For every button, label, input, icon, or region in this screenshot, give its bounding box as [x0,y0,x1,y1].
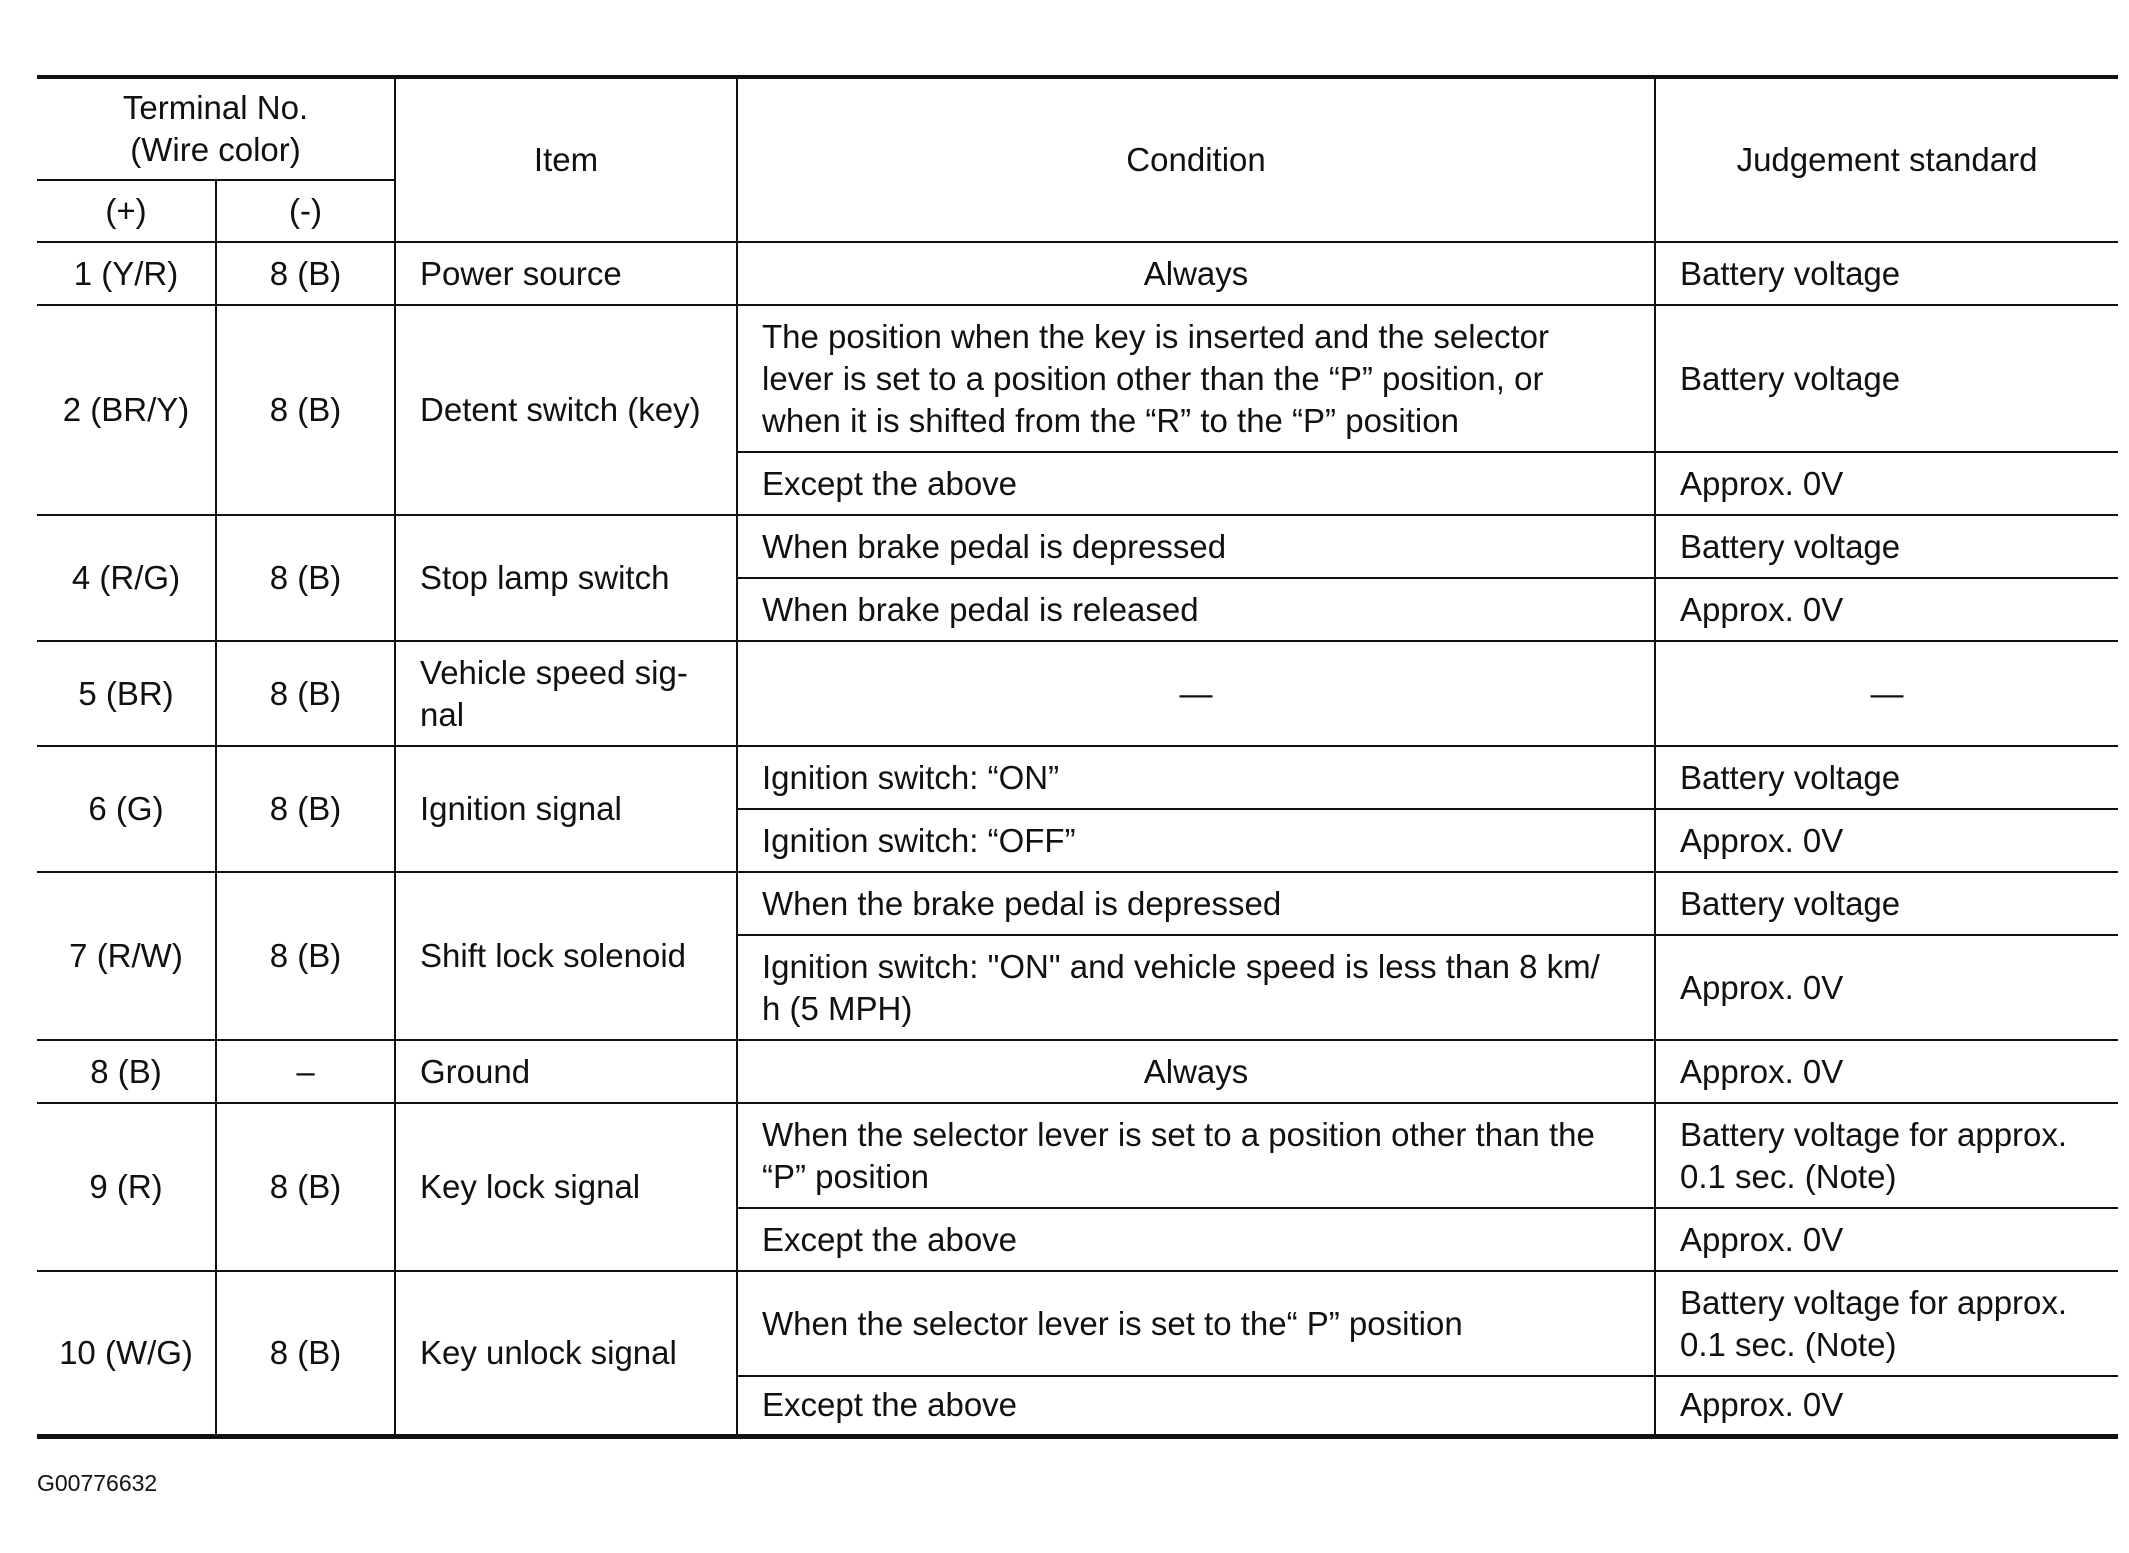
judgement-cell: Battery voltage [1655,305,2118,452]
header-plus: (+) [37,180,216,242]
judgement-cell: Battery voltage [1655,242,2118,305]
terminal-table [37,75,2118,1439]
terminal-plus: 4 (R/G) [37,515,216,641]
table-row [37,1271,2118,1376]
condition-cell: When the selector lever is set to the“ P” position [737,1271,1655,1376]
item-cell: Detent switch (key) [395,305,737,515]
condition-cell: When brake pedal is depressed [737,515,1655,578]
judgement-cell: Approx. 0V [1655,809,2118,872]
header-judgement: Judgement standard [1655,77,2118,242]
condition-cell: Except the above [737,1208,1655,1271]
judgement-cell: — [1655,641,2118,746]
terminal-inspection-sheet [37,75,2118,1439]
header-item: Item [395,77,737,242]
item-cell: Ignition signal [395,746,737,872]
condition-cell: — [737,641,1655,746]
item-cell: Vehicle speed sig- nal [395,641,737,746]
terminal-minus: 8 (B) [216,1103,395,1271]
terminal-plus: 5 (BR) [37,641,216,746]
judgement-cell: Battery voltage [1655,746,2118,809]
condition-cell: Ignition switch: "ON" and vehicle speed is less than 8 km/ h (5 MPH) [737,935,1655,1040]
condition-cell: Except the above [737,452,1655,515]
header-condition: Condition [737,77,1655,242]
table-row [37,1103,2118,1208]
judgement-cell: Approx. 0V [1655,1208,2118,1271]
judgement-cell: Approx. 0V [1655,1376,2118,1436]
header-minus: (-) [216,180,395,242]
table-row [37,746,2118,809]
terminal-plus: 7 (R/W) [37,872,216,1040]
table-row [37,515,2118,578]
table-row [37,1040,2118,1103]
table-row [37,242,2118,305]
terminal-minus: 8 (B) [216,746,395,872]
condition-cell: When the brake pedal is depressed [737,872,1655,935]
figure-id: G00776632 [37,1470,158,1496]
terminal-minus: 8 (B) [216,305,395,515]
terminal-plus: 9 (R) [37,1103,216,1271]
condition-cell: When brake pedal is released [737,578,1655,641]
item-cell: Key unlock signal [395,1271,737,1436]
item-cell: Key lock signal [395,1103,737,1271]
judgement-cell: Battery voltage [1655,872,2118,935]
judgement-cell: Battery voltage for approx. 0.1 sec. (Note) [1655,1271,2118,1376]
judgement-cell: Approx. 0V [1655,935,2118,1040]
condition-cell: Except the above [737,1376,1655,1436]
item-cell: Shift lock solenoid [395,872,737,1040]
item-cell: Power source [395,242,737,305]
terminal-plus: 8 (B) [37,1040,216,1103]
header-terminal-no: Terminal No. (Wire color) [37,77,395,180]
condition-cell: Ignition switch: “OFF” [737,809,1655,872]
judgement-cell: Battery voltage [1655,515,2118,578]
terminal-minus: 8 (B) [216,641,395,746]
condition-cell: The position when the key is inserted and the selector lever is set to a position other than the “P” position, or when it is shifted from the “R” to the “P” position [737,305,1655,452]
terminal-minus: 8 (B) [216,872,395,1040]
item-cell: Ground [395,1040,737,1103]
condition-cell: Always [737,1040,1655,1103]
table-row [37,641,2118,746]
terminal-plus: 10 (W/G) [37,1271,216,1436]
terminal-plus: 6 (G) [37,746,216,872]
condition-cell: When the selector lever is set to a position other than the “P” position [737,1103,1655,1208]
judgement-cell: Approx. 0V [1655,452,2118,515]
item-cell: Stop lamp switch [395,515,737,641]
terminal-minus: 8 (B) [216,1271,395,1436]
table-row [37,305,2118,452]
condition-cell: Always [737,242,1655,305]
terminal-minus: – [216,1040,395,1103]
terminal-plus: 1 (Y/R) [37,242,216,305]
terminal-minus: 8 (B) [216,515,395,641]
table-row [37,872,2118,935]
terminal-plus: 2 (BR/Y) [37,305,216,515]
condition-cell: Ignition switch: “ON” [737,746,1655,809]
judgement-cell: Approx. 0V [1655,1040,2118,1103]
judgement-cell: Approx. 0V [1655,578,2118,641]
judgement-cell: Battery voltage for approx. 0.1 sec. (Note) [1655,1103,2118,1208]
terminal-minus: 8 (B) [216,242,395,305]
